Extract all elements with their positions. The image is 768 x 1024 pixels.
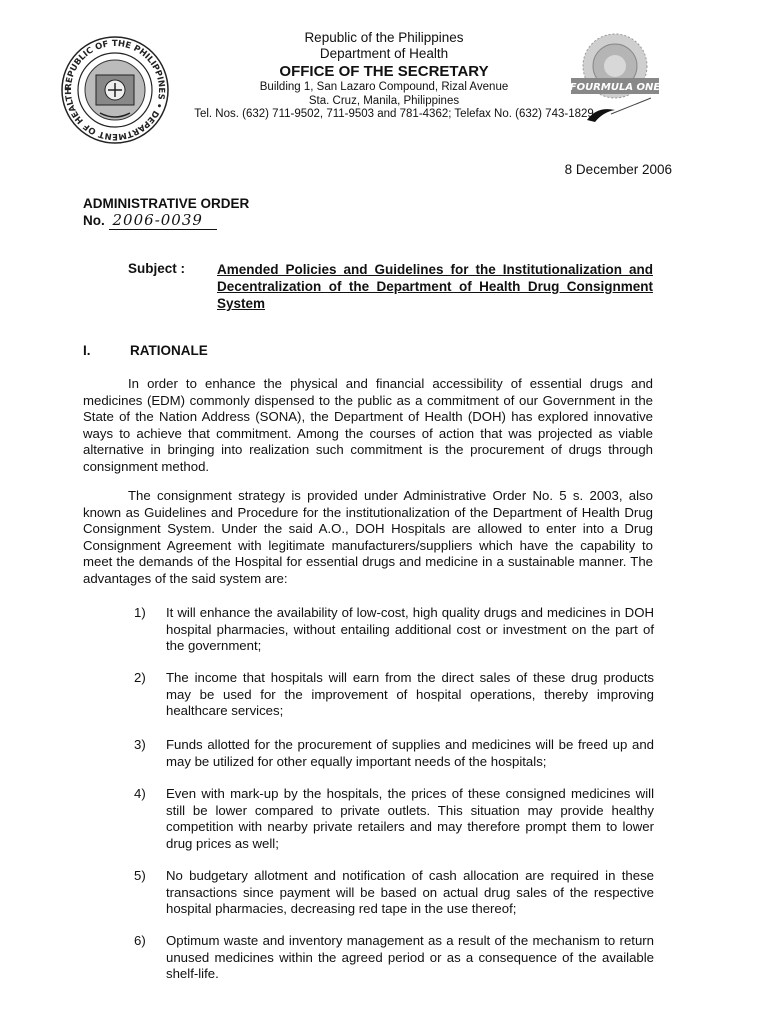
list-item-text: The income that hospitals will earn from the direct sales of these drug products may be used for the improvement of hospital operations, thereby improving healthcare services; <box>166 670 654 719</box>
list-item-number: 6) <box>134 933 146 948</box>
header-department: Department of Health <box>319 46 449 61</box>
list-item-number: 3) <box>134 737 146 752</box>
section-number: I. <box>83 343 91 358</box>
list-item-number: 1) <box>134 605 146 620</box>
list-item-number: 4) <box>134 786 146 801</box>
order-number-line <box>83 212 249 229</box>
paragraph: The consignment strategy is provided under Administrative Order No. 5 s. 2003, also known as Guidelines and Procedure for the institutionalization of the Department of Health Drug Consignment System. Under the said A.O., DOH Hospitals are allowed to enter into a Drug Consignment Agreement with legitimate manufacturers/suppliers which have the capability to meet the demands of the Hospital for essential drugs and medicine in a sustainable manner. The advantages of the said system are: <box>83 488 653 586</box>
seal-text: REPUBLIC OF THE PHILIPPINES • DEPARTMENT OF HEALTH <box>63 38 167 142</box>
section-title: RATIONALE <box>130 343 208 358</box>
list-item-text: Optimum waste and inventory management as a result of the mechanism to return unused medicines within the agreed period or as a consequence of the available shelf-life. <box>166 933 654 982</box>
subject-label: Subject : <box>128 261 186 276</box>
list-item-number: 5) <box>134 868 146 883</box>
logo-text: FOURMULA ONE <box>569 82 661 93</box>
order-title: ADMINISTRATIVE ORDER <box>83 196 250 211</box>
list-item-text: No budgetary allotment and notification of cash allocation are required in these transactions since payment will be based on actual drug sales of the respective hospital pharmacies, decreasing red tape in the use thereof; <box>166 868 654 917</box>
paragraph: In order to enhance the physical and financial accessibility of essential drugs and medicines (EDM) commonly dispensed to the public as a commitment of our Government in the State of the Nation Address (SONA), the Department of Health (DOH) has explored innovative ways to achieve that commitment. Among the courses of action that was projected as viable alternative in bringing into realization such commitment is the procurement of drugs through consignment method. <box>83 376 653 474</box>
list-item-text: It will enhance the availability of low-cost, high quality drugs and medicines in DOH hospital pharmacies, without entailing additional cost or investment on the part of the government; <box>166 605 654 654</box>
subject-text: Amended Policies and Guidelines for the Institutionalization and Decentralization of the Department of Health Drug Consignment System <box>217 262 653 311</box>
header-office: OFFICE OF THE SECRETARY <box>279 63 489 80</box>
list-item-text: Even with mark-up by the hospitals, the prices of these consigned medicines will still be lower compared to private outlets. This situation may provide healthy competition with nearby private retailers and may therefore prompt them to lower drug prices as well; <box>166 786 654 851</box>
document-date: 8 December 2006 <box>564 162 672 177</box>
order-no-label: No. <box>83 213 105 228</box>
header-address-2: Sta. Cruz, Manila, Philippines <box>308 94 460 107</box>
list-item-number: 2) <box>134 670 146 685</box>
order-number: 2006-0039 <box>109 211 217 230</box>
header-republic: Republic of the Philippines <box>304 30 464 45</box>
list-item-text: Funds allotted for the procurement of supplies and medicines will be freed up and may be utilized for other equally important needs of the hospitals; <box>166 737 654 769</box>
letterhead <box>0 30 768 122</box>
administrative-order-heading <box>83 195 249 229</box>
header-contacts: Tel. Nos. (632) 711-9502, 711-9503 and 781-4362; Telefax No. (632) 743-1829 <box>194 108 594 120</box>
header-address-1: Building 1, San Lazaro Compound, Rizal Avenue <box>259 81 509 93</box>
